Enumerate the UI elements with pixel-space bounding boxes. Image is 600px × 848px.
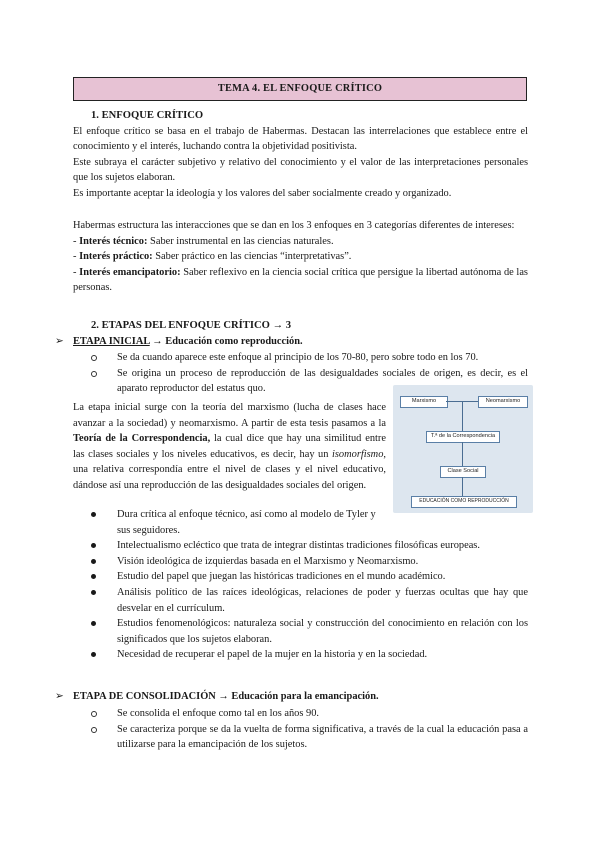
list-item: Se origina un proceso de reproducción de las desigualdades sociales de origen, es decir, es el aparato reproductor del estatus quo. (73, 366, 528, 397)
list-item: Se caracteriza porque se da la vuelta de forma significativa, a través de la cual la educación pasa a utilizarse para la emancipación de los sujetos. (73, 722, 528, 753)
correspondence-diagram (393, 385, 533, 513)
section-1-paragraph: Es importante aceptar la ideología y los valores del saber socialmente creado y organizado. (73, 187, 452, 199)
diagram-box-marxism: Marxismo (400, 396, 448, 408)
list-item: Análisis político de las raíces ideológicas, relaciones de poder y fuerzas ocultas que hay que desvelar en el currículum. (73, 585, 528, 616)
interest-text: Saber reflexivo en la ciencia social crítica que persigue la libertad autónoma de las personas. (73, 266, 528, 294)
stage-2-heading (55, 689, 379, 705)
arrow-bullet-icon: ➢ (55, 691, 64, 702)
interest-text: Saber práctico en las ciencias “interpretativas”. (152, 251, 352, 263)
interests-intro: Habermas estructura las interacciones que se dan en los 3 enfoques en 3 categorías diferentes de intereses: (73, 220, 515, 231)
isomorphism-term: isomorfismo (332, 448, 384, 460)
diagram-box-neomarxism: Neomarxismo (478, 396, 528, 408)
section-1-heading: 1. ENFOQUE CRÍTICO (91, 110, 204, 121)
interest-technical: - Interés técnico: Saber instrumental en las ciencias naturales. (73, 235, 334, 247)
interest-emancipatory: - Interés emancipatorio: Saber reflexivo en la ciencia social crítica que persigue la libertad autónoma de las personas. (73, 266, 528, 294)
section-2-heading-wrap (73, 318, 528, 334)
stage-2-name: ETAPA DE CONSOLIDACIÓN (73, 691, 216, 702)
interest-label: Interés práctico: (79, 251, 153, 263)
arrow-bullet-icon: ➢ (55, 336, 64, 347)
list-item: Estudio del papel que juegan las históricas tradiciones en el mundo académico. (73, 569, 528, 585)
paragraph-text: la cual dice que hay una similitud entre las clases sociales y los niveles educativos, es decir, hay un (73, 433, 386, 460)
section-2-heading: 2. ETAPAS DEL ENFOQUE CRÍTICO → 3 (91, 320, 292, 331)
list-item: Se consolida el enfoque como tal en los años 90. (73, 706, 528, 722)
interest-text: Saber instrumental en las ciencias naturales. (147, 235, 334, 247)
interests-block (73, 218, 528, 296)
paragraph-text: La etapa inicial surge con la teoría del marxismo (lucha de clases hace avanzar a la sociedad) y neomarxismo. A partir de esta tesis pasamos a la (73, 402, 386, 429)
list-item: Estudios fenomenológicos: naturaleza social y construcción del conocimiento en relación con los significados que los sujetos elaboran. (73, 616, 528, 647)
list-item: Intelectualismo ecléctico que trata de integrar distintas tradiciones filosóficas europeas. (73, 538, 528, 554)
diagram-connector (462, 442, 463, 466)
paragraph-text: , una relativa correspondía entre el nivel de clases y el nivel educativo, dándose así una reproducción de las desigualdades sociales del origen. (73, 448, 386, 491)
list-item: Se da cuando aparece este enfoque al principio de los 70-80, pero sobre todo en los 70. (73, 350, 528, 366)
list-item: Visión ideológica de izquierdas basada en el Marxismo y Neomarxismo. (73, 554, 528, 570)
theory-name: Teoría de la Correspondencia, (73, 433, 211, 445)
diagram-connector (462, 401, 463, 431)
stage-1-name: ETAPA INICIAL (73, 336, 150, 347)
interest-practical: - Interés práctico: Saber práctico en las ciencias “interpretativas”. (73, 251, 352, 263)
diagram-box-social-class: Clase Social (440, 466, 486, 478)
section-1-paragraph: Este subraya el carácter subjetivo y relativo del conocimiento y el valor de las interpretaciones personales que los sujetos elaboran. (73, 156, 528, 184)
section-1 (73, 108, 528, 202)
interest-label: Interés emancipatorio: (79, 266, 181, 278)
page-title: TEMA 4. EL ENFOQUE CRÍTICO (73, 77, 527, 101)
list-item: Dura crítica al enfoque técnico, así como al modelo de Tyler y sus seguidores. (73, 507, 386, 538)
stage-2-suffix: → Educación para la emancipación. (215, 691, 379, 702)
diagram-box-reproduction: EDUCACIÓN COMO REPRODUCCIÓN (411, 496, 517, 508)
stage-1-paragraph (73, 400, 386, 494)
stage-2-sublist (73, 706, 528, 753)
stage-1-bullets (73, 507, 528, 663)
stage-1-suffix: → Educación como reproducción. (149, 336, 303, 347)
interest-label: Interés técnico: (79, 235, 148, 247)
section-1-paragraph: El enfoque crítico se basa en el trabajo de Habermas. Destacan las interrelaciones que establece entre el conocimiento y el interés, luchando contra la objetividad positivista. (73, 125, 528, 153)
diagram-box-correspondence: T.ª de la Correspondencia (426, 431, 500, 443)
list-item: Necesidad de recuperar el papel de la mujer en la historia y en la sociedad. (73, 647, 528, 663)
diagram-connector (462, 477, 463, 496)
stage-1-heading (55, 334, 303, 350)
